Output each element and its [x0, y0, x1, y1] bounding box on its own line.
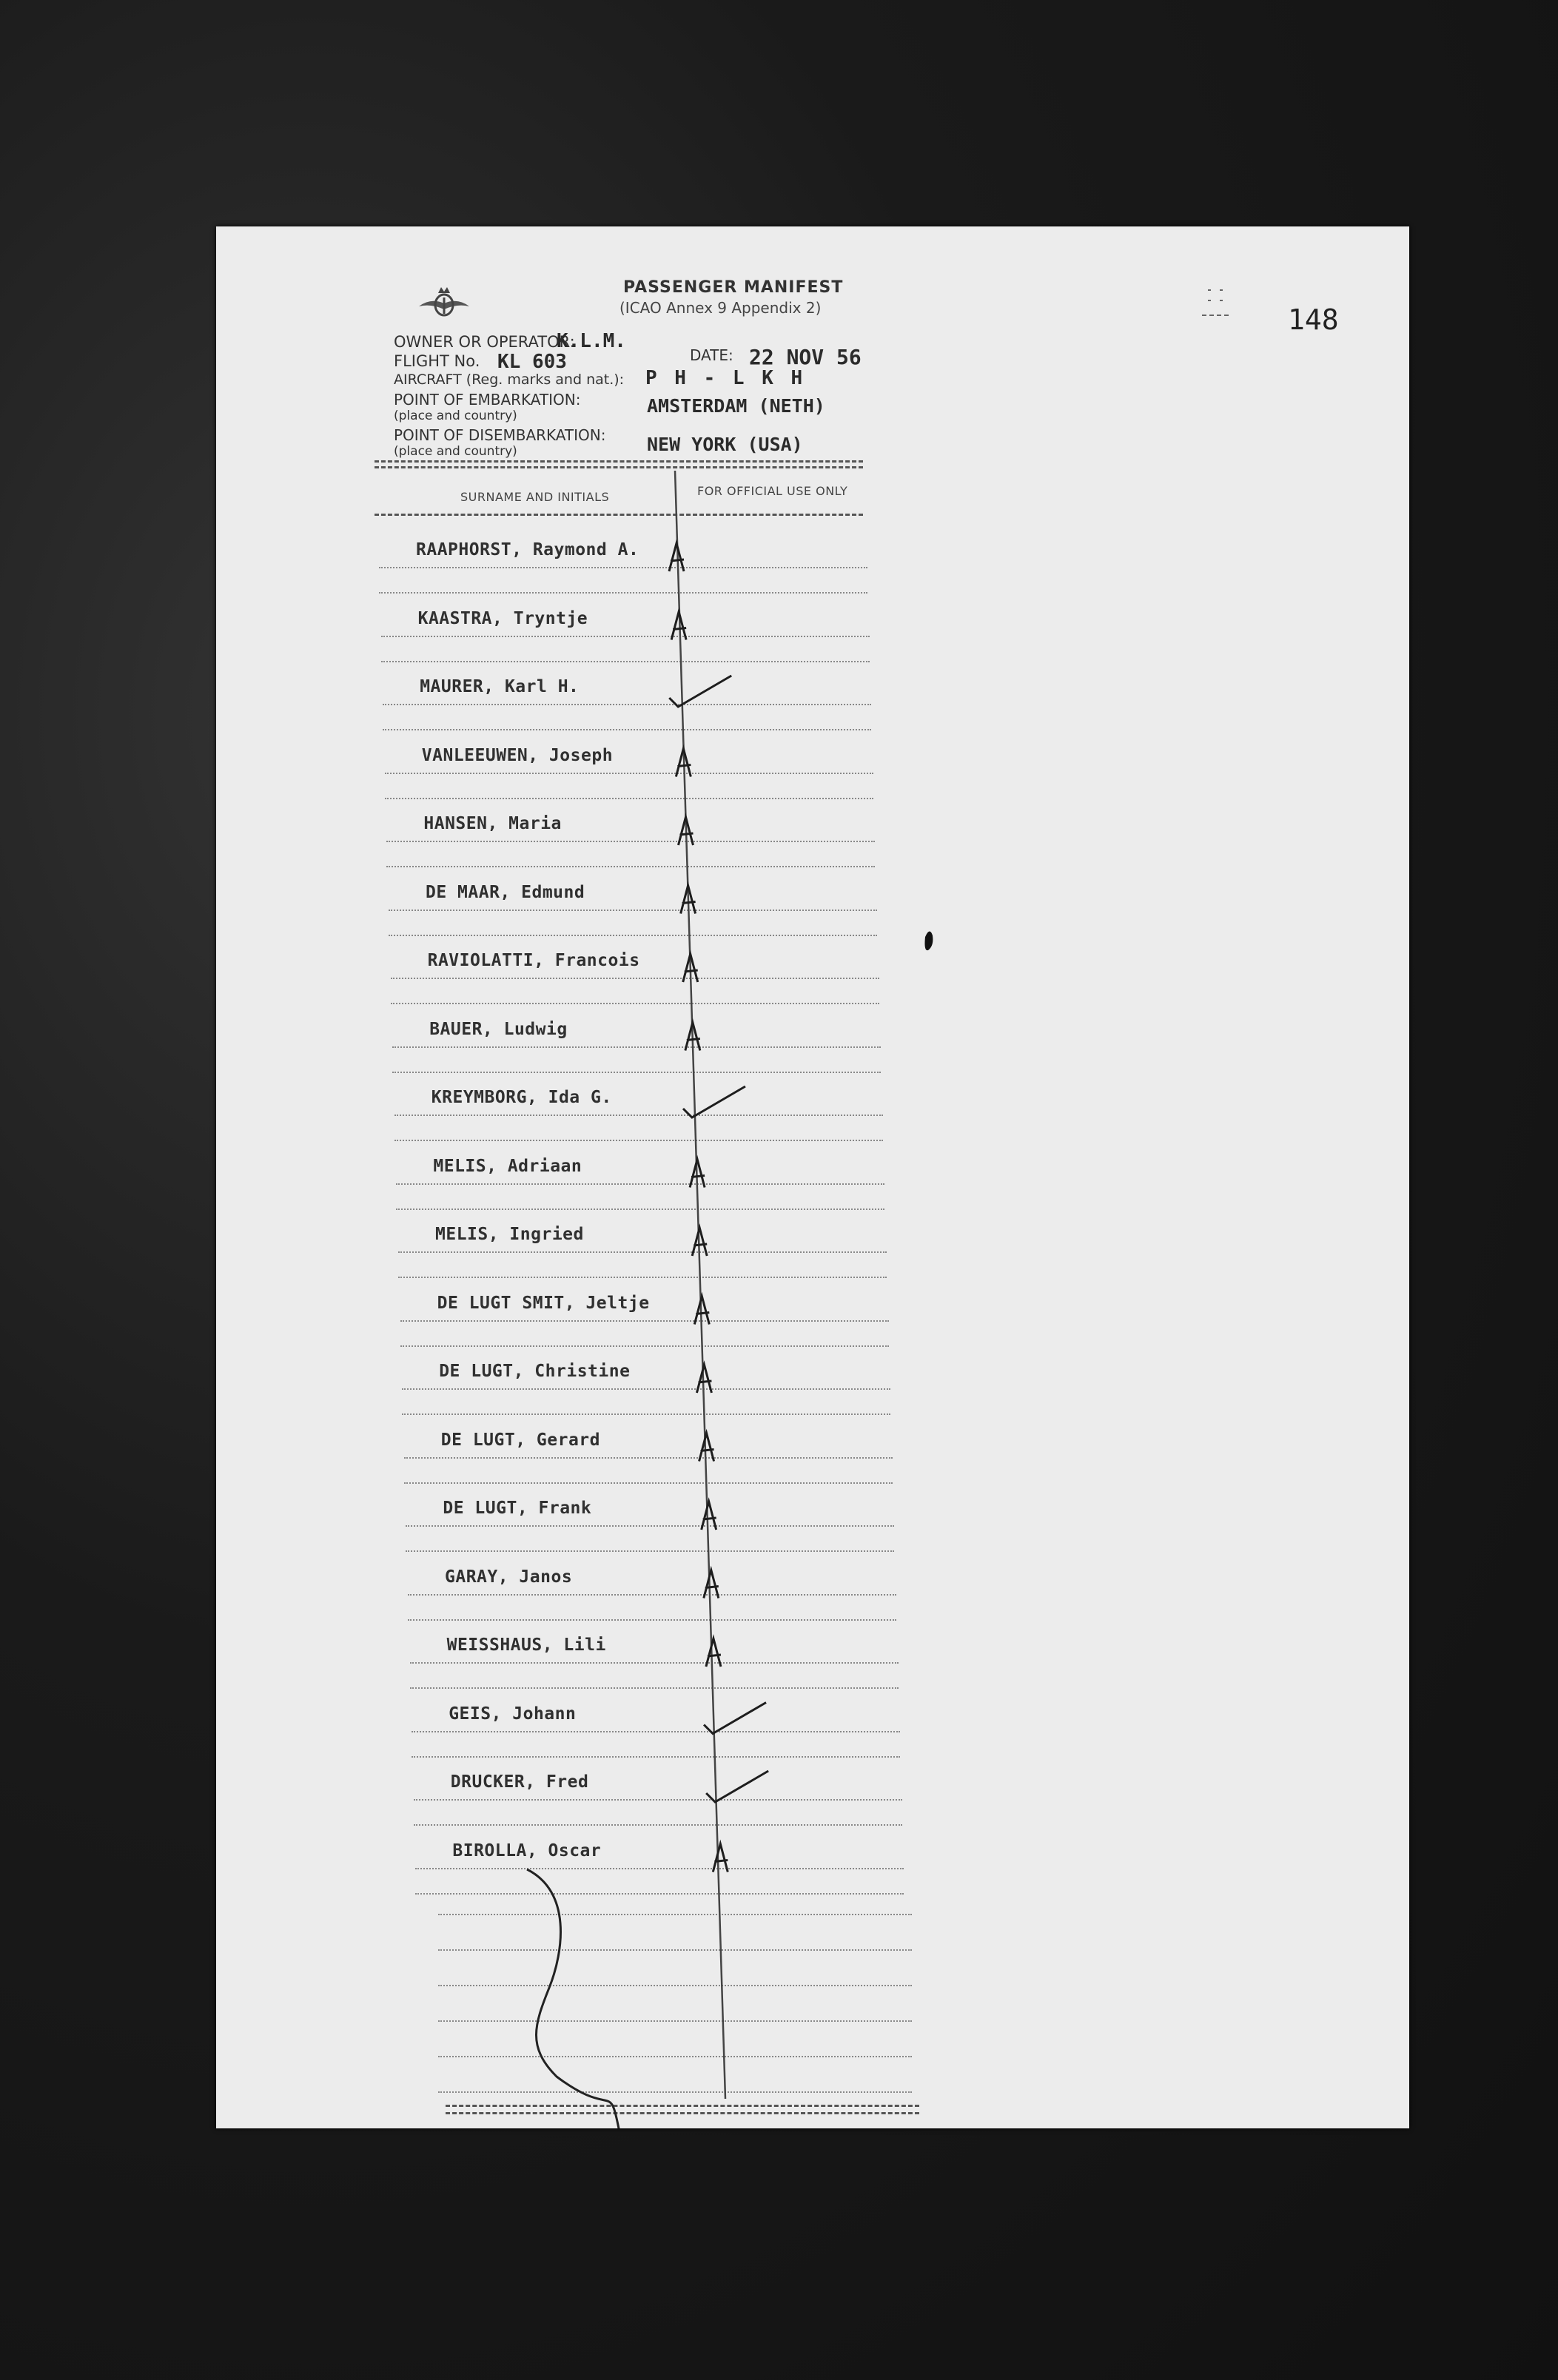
surname-column-header: SURNAME AND INITIALS: [460, 490, 610, 504]
manifest-title: PASSENGER MANIFEST: [623, 278, 844, 297]
passenger-name: KREYMBORG, Ida G.: [431, 1088, 612, 1107]
passenger-name: GARAY, Janos: [445, 1567, 573, 1587]
handwritten-check-mark: [683, 1086, 745, 1117]
handwritten-a-mark: [671, 612, 686, 640]
handwritten-a-mark: [702, 1502, 716, 1530]
flight-label: FLIGHT No.: [394, 352, 480, 370]
passenger-name: WEISSHAUS, Lili: [446, 1636, 606, 1655]
passenger-name: GEIS, Johann: [449, 1704, 577, 1724]
handwritten-check-mark: [669, 676, 731, 707]
passenger-name: DRUCKER, Fred: [450, 1772, 589, 1792]
passenger-name: DE MAAR, Edmund: [426, 882, 585, 902]
passenger-name: BIROLLA, Oscar: [452, 1841, 602, 1860]
handwritten-a-mark: [699, 1433, 714, 1462]
handwritten-a-mark: [706, 1638, 721, 1667]
disembarkation-label: POINT OF DISEMBARKATION:: [394, 426, 606, 444]
passenger-name: KAASTRA, Tryntje: [417, 608, 588, 628]
passenger-name: RAAPHORST, Raymond A.: [416, 540, 639, 559]
date-label: DATE:: [690, 346, 733, 364]
handwritten-a-mark: [704, 1570, 719, 1599]
passenger-name: DE LUGT, Frank: [443, 1499, 592, 1518]
passenger-name: BAUER, Ludwig: [429, 1019, 568, 1039]
owner-value: K.L.M.: [557, 330, 626, 352]
passenger-name: MELIS, Adriaan: [433, 1156, 582, 1176]
date-value: 22 NOV 56: [749, 345, 862, 369]
aircraft-label: AIRCRAFT (Reg. marks and nat.):: [394, 372, 625, 388]
passenger-name: RAVIOLATTI, Francois: [427, 951, 640, 970]
owner-label: OWNER OR OPERATOR:: [394, 333, 575, 351]
passenger-name: DE LUGT, Christine: [439, 1362, 631, 1381]
embarkation-sublabel: (place and country): [394, 409, 517, 423]
passenger-name: DE LUGT, Gerard: [440, 1430, 601, 1450]
passenger-name: MELIS, Ingried: [435, 1225, 584, 1244]
aircraft-value: P H - L K H: [645, 367, 806, 389]
page-number: 148: [1288, 303, 1339, 336]
passenger-name: VANLEEUWEN, Joseph: [421, 745, 614, 765]
embarkation-label: POINT OF EMBARKATION:: [394, 391, 581, 409]
handwritten-overlay: [216, 226, 1409, 2128]
handwritten-a-mark: [669, 543, 684, 571]
passenger-name: MAURER, Karl H.: [420, 677, 580, 696]
disembarkation-value: NEW YORK (USA): [647, 434, 803, 455]
embarkation-value: AMSTERDAM (NETH): [647, 395, 825, 417]
flight-value: KL 603: [497, 351, 567, 373]
official-use-column-header: FOR OFFICIAL USE ONLY: [697, 484, 848, 498]
disembarkation-sublabel: (place and country): [394, 444, 517, 459]
manifest-subtitle: (ICAO Annex 9 Appendix 2): [619, 299, 822, 317]
ink-blot: [925, 931, 933, 950]
manifest-page: [216, 226, 1409, 2128]
handwritten-a-mark: [713, 1844, 728, 1872]
passenger-name: DE LUGT SMIT, Jeltje: [437, 1293, 650, 1313]
closing-pen-stroke: [527, 1869, 620, 2128]
passenger-name: HANSEN, Maria: [423, 814, 562, 833]
